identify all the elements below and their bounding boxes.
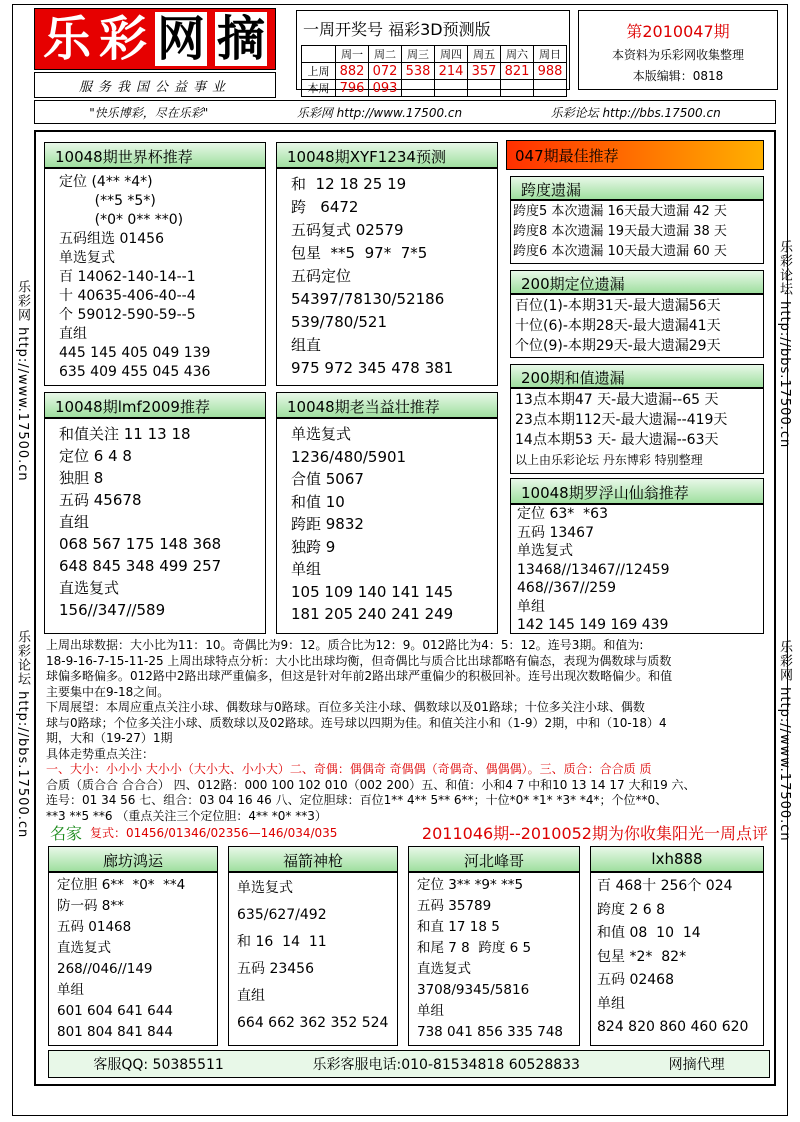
- cell: 538: [402, 63, 435, 80]
- issue-box: [578, 10, 778, 90]
- line: 539/780/521: [291, 313, 387, 331]
- panel-title: 廊坊鸿运: [48, 846, 218, 872]
- line: 和尾 7 8 跨度 6 5: [417, 940, 532, 956]
- line: 单组: [517, 598, 545, 615]
- line: 定位胆 6** *0* **4: [57, 877, 186, 893]
- side-text-right-bottom: 乐彩网 http://www.17500.cn: [777, 640, 792, 842]
- panel-lxh888: [590, 872, 764, 1046]
- line: 单选复式: [517, 543, 573, 559]
- line: 105 109 140 141 145: [291, 582, 454, 601]
- weekly-results: [296, 10, 570, 96]
- row-label: 本周: [302, 80, 336, 97]
- line: 跨 6472: [291, 198, 359, 216]
- line: 包星 **5 97* 7*5: [291, 244, 428, 262]
- panel-xyf: [276, 168, 498, 386]
- panel-luofu: [510, 504, 764, 634]
- line: 期，大和（19-27）1期: [46, 731, 173, 745]
- line: 包星 *2* 82*: [597, 948, 687, 965]
- line: 五码 13467: [517, 524, 594, 541]
- analysis: [46, 638, 768, 822]
- collect-heading: 2011046期--2010052期为你收集阳光一周点评: [421, 823, 768, 843]
- day-header: 周三: [402, 46, 435, 63]
- table-row: [302, 80, 567, 97]
- cell: 988: [534, 63, 567, 80]
- line: 个位(9)-本期29天-最大遗漏29天: [515, 338, 721, 354]
- cell: 214: [435, 63, 468, 80]
- line: 801 804 841 844: [57, 1024, 173, 1040]
- line: 直选复式: [57, 940, 111, 956]
- line: 跨度 2 6 8: [597, 901, 666, 918]
- line: 十位(6)-本期28天-最大遗漏41天: [515, 318, 721, 334]
- line: 54397/78130/52186: [291, 290, 445, 308]
- line: 和 16 14 11: [237, 934, 327, 950]
- line: 和 12 18 25 19: [291, 175, 407, 193]
- panel-title: 10048期世界杯推荐: [44, 142, 266, 168]
- line: 定位 3** *9* **5: [417, 877, 524, 893]
- line: **3 **5 **6 （重点关注三个定位胆：4** *0* **3）: [46, 808, 327, 822]
- panel-title: 10048期XYF1234预测: [276, 142, 498, 168]
- day-header: 周四: [435, 46, 468, 63]
- line: 445 145 405 049 139: [59, 345, 211, 361]
- line: 23点本期112天-最大遗漏--419天: [515, 412, 728, 428]
- line: 合质（质合合 合合合） 四、012路：000 100 102 010（002 200）五、和值：小和4 7 中和10 13 14 17 大和19 六、: [46, 777, 696, 792]
- line: 五码组选 01456: [59, 231, 164, 247]
- line: 和值 08 10 14: [597, 925, 701, 941]
- line: 和直 17 18 5: [417, 919, 500, 935]
- line: 定位 6 4 8: [59, 447, 132, 465]
- panel-fujian: [228, 872, 398, 1046]
- panel-span-miss: [510, 200, 764, 264]
- line: 13点本期47 天-最大遗漏--65 天: [515, 392, 719, 408]
- logo-char-4: 摘: [216, 11, 265, 67]
- line: 上周出球数据：大小比为11：10。奇偶比为9：12。质合比为12：9。012路比为4：5：12。连号3期。和值为:: [46, 638, 644, 652]
- line: 五码 35789: [417, 898, 492, 914]
- line: 738 041 856 335 748: [417, 1024, 564, 1040]
- panel-sum-miss: [510, 388, 764, 474]
- line: 824 820 860 460 620: [597, 1019, 749, 1035]
- line: 单选复式: [237, 880, 293, 896]
- panel-title: 福箭神枪: [228, 846, 398, 872]
- cell: 093: [369, 80, 402, 97]
- day-header: 周六: [501, 46, 534, 63]
- line: 跨距 9832: [291, 515, 364, 533]
- line: 单组: [417, 1003, 444, 1019]
- line: 五码定位: [291, 267, 352, 285]
- logo-char-3: 网: [156, 11, 205, 67]
- agent-label: 网摘代理: [668, 1057, 725, 1073]
- line: 五码 01468: [57, 919, 132, 935]
- side-text-left-bottom: 乐彩论坛 http://bbs.17500.cn: [15, 630, 30, 839]
- cell: 821: [501, 63, 534, 80]
- line: 一、大小：小小小 大小小（大小大、小小大）二、奇偶：偶偶奇 奇偶偶（奇偶奇、偶偶偶）。三、质合：合合质 质: [46, 762, 652, 776]
- forum-link[interactable]: 乐彩论坛 http://bbs.17500.cn: [550, 105, 721, 120]
- line: 连号：01 34 56 七、组合：03 04 16 46 八、定位胆球：百位1** 4** 5** 6**；十位*0* *1* *3* *4*；个位**0、: [46, 793, 668, 807]
- issue-note: 本资料为乐彩网收集整理: [611, 48, 744, 62]
- issue-number: 第2010047期: [626, 22, 730, 41]
- line: 五码复式 02579: [291, 221, 404, 239]
- panel-title: 10048期lmf2009推荐: [44, 392, 266, 418]
- line: 单组: [57, 982, 84, 998]
- cell: [402, 80, 435, 97]
- line: 635 409 455 045 436: [59, 364, 211, 380]
- line: 和值关注 11 13 18: [59, 425, 191, 443]
- line: 跨度8 本次遗漏 19天最大遗漏 38 天: [513, 224, 727, 239]
- panel-title: 10048期罗浮山仙翁推荐: [510, 478, 764, 504]
- line: 定位 (4** *4*): [59, 174, 153, 190]
- service-phone: 乐彩客服电话:010-81534818 60528833: [312, 1057, 580, 1073]
- line: 635/627/492: [237, 907, 327, 923]
- line: 单选复式: [59, 250, 115, 266]
- panel-title: 10048期老当益壮推荐: [276, 392, 498, 418]
- line: 百位(1)-本期31天-最大遗漏56天: [515, 298, 721, 314]
- table-row: [302, 63, 567, 80]
- line: 156//347//589: [59, 601, 166, 619]
- line: 直组: [237, 988, 265, 1004]
- logo: [34, 8, 276, 70]
- line: 1236/480/5901: [291, 447, 407, 466]
- line: 独胆 8: [59, 469, 104, 487]
- line: 具体走势重点关注：: [46, 746, 155, 761]
- line: 和值 10: [291, 492, 345, 511]
- best-pick-title: 047期最佳推荐: [506, 140, 764, 170]
- site-link[interactable]: 乐彩网 http://www.17500.cn: [296, 105, 463, 120]
- line: 直选复式: [417, 961, 471, 977]
- panel-laodang: [276, 418, 498, 634]
- cell: [435, 80, 468, 97]
- line: 球偏多略偏多。012路中2路出球严重偏多，但这是针对年前2路出球严重偏少的积极回补。连号出现次数略偏少。和值: [46, 669, 673, 683]
- side-text-right-top: 乐彩论坛 http://bbs.17500.cn: [777, 240, 792, 449]
- panel-title: 河北峰哥: [408, 846, 580, 872]
- panel-title: 200期定位遗漏: [510, 270, 764, 294]
- footer: [48, 1050, 770, 1078]
- line: 直组: [59, 513, 90, 531]
- cell: 072: [369, 63, 402, 80]
- line: 独跨 9: [291, 537, 336, 556]
- famous-text: 复式：01456/01346/02356—146/034/035: [90, 825, 338, 840]
- line: 合值 5067: [291, 470, 364, 488]
- line: 单组: [291, 560, 322, 578]
- line: 定位 63* *63: [517, 506, 608, 522]
- panel-title: 跨度遗漏: [510, 176, 764, 200]
- line: 下周展望：本周应重点关注小球、偶数球与0路球。百位多关注小球、偶数球以及01路球；十位多关注小球、偶数: [46, 700, 645, 714]
- panel-title: lxh888: [590, 846, 764, 872]
- line: 18-9-16-7-15-11-25 上周出球特点分析：大小比出球均衡，但奇偶比与质合比出球都略有偏态，表现为偶数球与质数: [46, 653, 672, 668]
- logo-char-2: 彩: [98, 11, 147, 67]
- credit: 以上由乐彩论坛 丹东博彩 特别整理: [515, 453, 703, 467]
- line: (**5 *5*): [59, 193, 156, 209]
- line: 601 604 641 644: [57, 1003, 173, 1019]
- logo-char-1: 乐: [42, 11, 91, 67]
- slogan: 服务我国公益事业: [34, 72, 276, 98]
- line: 五码 45678: [59, 491, 142, 509]
- famous-row: [50, 820, 780, 844]
- line: 648 845 348 499 257: [59, 557, 222, 575]
- line: 跨度6 本次遗漏 10天最大遗漏 60 天: [513, 244, 727, 259]
- line: 单组: [597, 995, 625, 1012]
- row-label: 上周: [302, 63, 336, 80]
- line: 3708/9345/5816: [417, 982, 530, 998]
- motto: "快乐博彩，尽在乐彩": [89, 105, 209, 120]
- line: (*0* 0** **0): [59, 212, 184, 228]
- cell: 357: [468, 63, 501, 80]
- famous-label: 名家: [50, 823, 83, 843]
- cell: [468, 80, 501, 97]
- line: 百 468十 256个 024: [597, 878, 733, 894]
- line: 直选复式: [59, 579, 120, 597]
- line: 五码 02468: [597, 972, 674, 988]
- panel-langfang: [48, 872, 218, 1046]
- day-header: 周五: [468, 46, 501, 63]
- weekly-title: 一周开奖号 福彩3D预测版: [303, 20, 491, 39]
- cell: 796: [336, 80, 369, 97]
- line: 975 972 345 478 381: [291, 359, 454, 377]
- panel-hebei: [408, 872, 580, 1046]
- day-header: 周日: [534, 46, 567, 63]
- panel-lmf: [44, 418, 266, 634]
- line: 五码 23456: [237, 961, 314, 977]
- line: 主要集中在9-18之间。: [46, 684, 170, 699]
- line: 468//367//259: [517, 580, 617, 596]
- line: 068 567 175 148 368: [59, 535, 222, 553]
- line: 664 662 362 352 524: [237, 1015, 389, 1031]
- cell: 882: [336, 63, 369, 80]
- panel-position-miss: [510, 294, 764, 358]
- cell: [501, 80, 534, 97]
- line: 跨度5 本次遗漏 16天最大遗漏 42 天: [513, 204, 727, 219]
- line: 单选复式: [291, 425, 352, 443]
- line: 十 40635-406-40--4: [59, 288, 196, 304]
- line: 13468//13467//12459: [517, 561, 670, 578]
- banner: [34, 100, 776, 124]
- line: 142 145 149 169 439: [517, 617, 669, 633]
- issue-editor: 本版编辑：0818: [632, 69, 724, 83]
- service-qq: 客服QQ: 50385511: [93, 1057, 224, 1073]
- panel-worldcup: [44, 168, 266, 386]
- line: 181 205 240 241 249: [291, 605, 454, 623]
- day-header: 周二: [369, 46, 402, 63]
- day-header: 周一: [336, 46, 369, 63]
- line: 268//046//149: [57, 961, 153, 977]
- line: 14点本期53 天- 最大遗漏--63天: [515, 432, 719, 448]
- panel-title: 200期和值遗漏: [510, 364, 764, 388]
- line: 防一码 8**: [57, 898, 124, 914]
- side-text-left-top: 乐彩网 http://www.17500.cn: [15, 280, 30, 482]
- line: 百 14062-140-14--1: [59, 269, 196, 285]
- cell: [534, 80, 567, 97]
- line: 个 59012-590-59--5: [59, 307, 196, 323]
- weekly-table: [301, 45, 567, 97]
- line: 球与0路球；个位多关注小球、质数球以及02路球。连号球以四期为佳。和值关注小和（1-9）2期，中和（10-18）4: [46, 715, 667, 730]
- line: 直组: [59, 326, 87, 342]
- line: 组直: [291, 336, 322, 354]
